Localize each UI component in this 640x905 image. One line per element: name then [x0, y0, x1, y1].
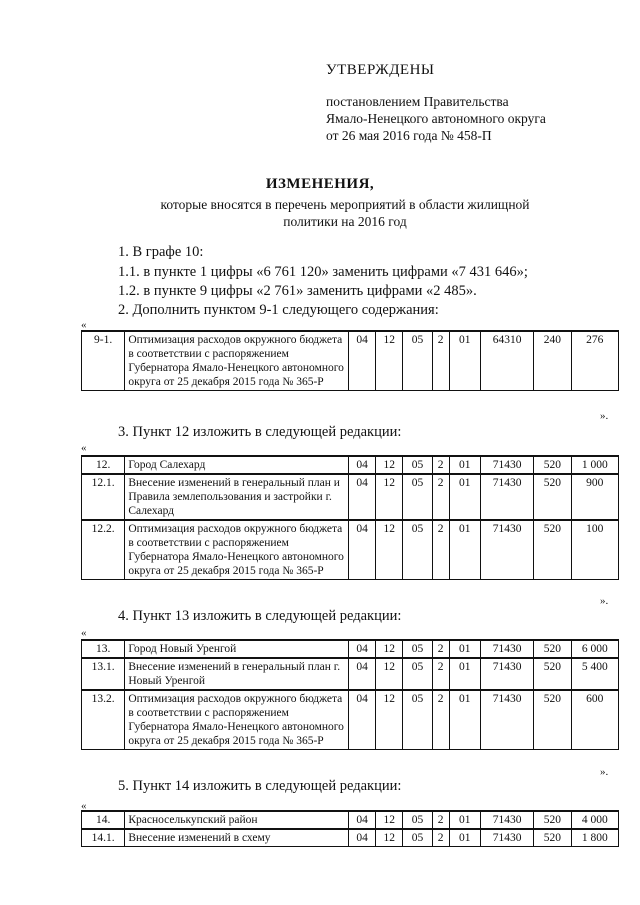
code-program: 05: [403, 829, 432, 847]
row-name: Оптимизация расходов окружного бюджета в соответствии с распоряжением Губернатора Ямало-Ненецкого автономного округа от 25 декабря 2015 года № 365-Р: [125, 520, 349, 580]
code-expense-type: 520: [534, 811, 571, 829]
code-section: 04: [348, 829, 375, 847]
code-section: 04: [348, 331, 375, 391]
row-number: 13.1.: [82, 658, 125, 690]
row-name: Оптимизация расходов окружного бюджета в соответствии с распоряжением Губернатора Ямало-Ненецкого автономного округа от 25 декабря 2015 года № 365-Р: [125, 331, 349, 391]
code-program: 05: [403, 690, 432, 750]
row-name: Внесение изменений в схему: [125, 829, 349, 847]
paragraph-1-2: 1.2. в пункте 9 цифры «2 761» заменить цифрами «2 485».: [118, 283, 477, 299]
paragraph-1-1: 1.1. в пункте 1 цифры «6 761 120» заменить цифрами «7 431 646»;: [118, 264, 528, 280]
code-target: 71430: [480, 811, 533, 829]
code-subsection: 12: [376, 658, 403, 690]
approval-title: УТВЕРЖДЕНЫ: [326, 62, 435, 78]
code-expense-type: 520: [534, 520, 571, 580]
paragraph-2: 2. Дополнить пунктом 9-1 следующего содержания:: [118, 302, 439, 318]
amount: 276: [571, 331, 618, 391]
code-subprogram: 2: [432, 456, 449, 474]
code-subsection: 12: [376, 456, 403, 474]
row-number: 13.2.: [82, 690, 125, 750]
document-subtitle-line-1: которые вносятся в перечень мероприятий в области жилищной: [160, 197, 530, 212]
row-number: 14.1.: [82, 829, 125, 847]
table-row: [82, 331, 619, 391]
code-program: 05: [403, 640, 432, 658]
code-expense-type: 520: [534, 658, 571, 690]
code-event: 01: [449, 690, 480, 750]
row-name: Красноселькупский район: [125, 811, 349, 829]
code-expense-type: 240: [534, 331, 571, 391]
code-subsection: 12: [376, 829, 403, 847]
approval-line-3: от 26 мая 2016 года № 458-П: [326, 128, 492, 143]
code-subsection: 12: [376, 690, 403, 750]
code-target: 71430: [480, 690, 533, 750]
amount: 1 000: [571, 456, 618, 474]
table-item-13: [81, 639, 619, 750]
code-event: 01: [449, 520, 480, 580]
code-subprogram: 2: [432, 811, 449, 829]
paragraph-1: 1. В графе 10:: [118, 244, 204, 260]
amount: 5 400: [571, 658, 618, 690]
code-section: 04: [348, 690, 375, 750]
row-number: 14.: [82, 811, 125, 829]
row-name: Внесение изменений в генеральный план и Правила землепользования и застройки г. Салехард: [125, 474, 349, 520]
code-event: 01: [449, 456, 480, 474]
code-program: 05: [403, 811, 432, 829]
code-target: 71430: [480, 829, 533, 847]
code-section: 04: [348, 640, 375, 658]
table-row: [82, 456, 619, 474]
code-subsection: 12: [376, 474, 403, 520]
code-section: 04: [348, 811, 375, 829]
code-program: 05: [403, 331, 432, 391]
row-name: Город Новый Уренгой: [125, 640, 349, 658]
approval-block: [326, 62, 626, 144]
code-subsection: 12: [376, 331, 403, 391]
document-title: ИЗМЕНЕНИЯ,: [265, 176, 375, 192]
quote-open-4: «: [81, 800, 87, 812]
code-target: 71430: [480, 520, 533, 580]
code-section: 04: [348, 456, 375, 474]
code-subsection: 12: [376, 520, 403, 580]
code-subprogram: 2: [432, 474, 449, 520]
code-section: 04: [348, 474, 375, 520]
code-program: 05: [403, 658, 432, 690]
code-expense-type: 520: [534, 456, 571, 474]
table-row: [82, 829, 619, 847]
table-body: [82, 331, 619, 391]
table-row: [82, 658, 619, 690]
table-row: [82, 640, 619, 658]
code-subprogram: 2: [432, 829, 449, 847]
code-section: 04: [348, 520, 375, 580]
quote-open-1: «: [81, 319, 87, 331]
row-name: Оптимизация расходов окружного бюджета в соответствии с распоряжением Губернатора Ямало-Ненецкого автономного округа от 25 декабря 2015 года № 365-Р: [125, 690, 349, 750]
code-subprogram: 2: [432, 331, 449, 391]
code-event: 01: [449, 811, 480, 829]
code-program: 05: [403, 520, 432, 580]
code-subprogram: 2: [432, 658, 449, 690]
table-body: [82, 640, 619, 750]
code-expense-type: 520: [534, 474, 571, 520]
document-subtitle: [0, 196, 640, 230]
code-subprogram: 2: [432, 640, 449, 658]
code-expense-type: 520: [534, 690, 571, 750]
document-subtitle-line-2: политики на 2016 год: [283, 214, 407, 229]
table-row: [82, 811, 619, 829]
paragraph-4: 4. Пункт 13 изложить в следующей редакции:: [118, 608, 402, 624]
code-event: 01: [449, 331, 480, 391]
row-name: Внесение изменений в генеральный план г. Новый Уренгой: [125, 658, 349, 690]
code-target: 71430: [480, 658, 533, 690]
row-number: 12.2.: [82, 520, 125, 580]
table-row: [82, 690, 619, 750]
table-row: [82, 474, 619, 520]
row-number: 12.1.: [82, 474, 125, 520]
code-expense-type: 520: [534, 640, 571, 658]
code-program: 05: [403, 474, 432, 520]
table-body: [82, 811, 619, 847]
code-target: 64310: [480, 331, 533, 391]
code-target: 71430: [480, 456, 533, 474]
table-item-14: [81, 810, 619, 847]
table-item-9-1: [81, 330, 619, 391]
amount: 600: [571, 690, 618, 750]
code-subsection: 12: [376, 640, 403, 658]
code-expense-type: 520: [534, 829, 571, 847]
amount: 100: [571, 520, 618, 580]
code-subprogram: 2: [432, 690, 449, 750]
code-event: 01: [449, 658, 480, 690]
code-event: 01: [449, 474, 480, 520]
code-section: 04: [348, 658, 375, 690]
paragraph-5: 5. Пункт 14 изложить в следующей редакции:: [118, 778, 402, 794]
quote-open-2: «: [81, 442, 87, 454]
paragraph-3: 3. Пункт 12 изложить в следующей редакции:: [118, 424, 402, 440]
quote-close-1: ».: [600, 410, 609, 422]
code-subsection: 12: [376, 811, 403, 829]
amount: 900: [571, 474, 618, 520]
table-body: [82, 456, 619, 580]
table-row: [82, 520, 619, 580]
amount: 6 000: [571, 640, 618, 658]
code-target: 71430: [480, 640, 533, 658]
amount: 1 800: [571, 829, 618, 847]
quote-close-2: ».: [600, 595, 609, 607]
row-number: 9-1.: [82, 331, 125, 391]
code-event: 01: [449, 829, 480, 847]
row-number: 13.: [82, 640, 125, 658]
quote-close-3: ».: [600, 766, 609, 778]
approval-line-2: Ямало-Ненецкого автономного округа: [326, 111, 546, 126]
quote-open-3: «: [81, 627, 87, 639]
amount: 4 000: [571, 811, 618, 829]
row-number: 12.: [82, 456, 125, 474]
code-event: 01: [449, 640, 480, 658]
code-target: 71430: [480, 474, 533, 520]
code-program: 05: [403, 456, 432, 474]
table-item-12: [81, 455, 619, 580]
code-subprogram: 2: [432, 520, 449, 580]
row-name: Город Салехард: [125, 456, 349, 474]
approval-line-1: постановлением Правительства: [326, 94, 509, 109]
